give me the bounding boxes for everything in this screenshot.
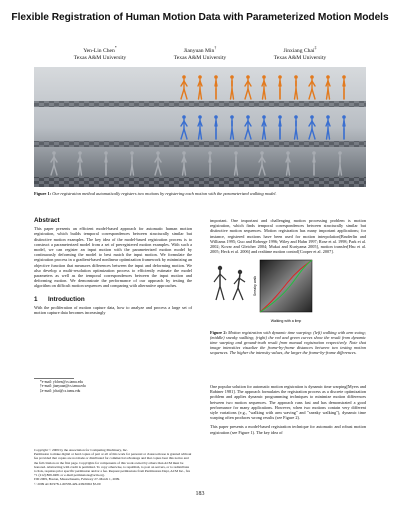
paragraph: important. One important and challenging motion processing problem is motion registration, which finds temporal correspondences between structurally similar but distinctive motion sequences. Motion registration has many important applications; for instance, registered motions have been used for motion interpolation[Bruderlin and Williams 1995; Guo and Roberge 1996; Wiley and Hahn 1997; Rose et al. 1998; Park et al. 2002; Kovar and Gleicher 2004; Mukai and Kuriyama 2005], motion transfer[Hsu et al. 2005; Heck et al. 2006] and realtime motion control[Cooper et al. 2007]. [210,218,366,255]
page-number: 183 [195,491,205,497]
author-3: Jinxiang Chai‡ Texas A&M University [273,45,327,61]
intro-text: With the proliferation of motion capture data, how to analyze and process a large set of motion capture data becomes increasingly [34,304,192,316]
copyright-block [34,448,192,486]
teaser-figure [34,67,366,187]
author-name: Yen-Lin Chen [83,47,115,54]
figure-2-y-axis-label: Sneaky walk [253,275,257,297]
figure-2-x-axis-label: Walking with a limp [270,319,302,323]
footnote: ‡e-mail: jchai@cs.tamu.edu [40,388,81,393]
figure-1-caption [34,191,366,196]
author-affiliation: Texas A&M University [273,54,327,61]
author-name: Jianyuan Min [183,47,215,54]
footnote: *e-mail: ylchen@cs.tamu.edu [40,380,83,384]
author-name: Jinxiang Chai [283,47,315,54]
intro-heading: 1 Introduction [34,295,85,303]
copyright-permission: Permission to make digital or hard copies of part or all of this work for personal or classroom use is granted without fee provided that copies are not made or distributed for commercial advantage and that copies bear this notice and the full citation on the first page. Copyrights for components of this work owned by others than ACM must be honored. Abstracting with credit is permitted. To copy otherwise, to republish, to post on servers, or to redistribute to lists, requires prior specific permission and/or a fee. Request permissions from Permissions Dept, ACM Inc., fax +1 (212) 869-0481 or e-mail permissions@acm.org. [34,452,192,478]
paragraph: This paper presents a model-based registration technique for automatic and robust motion registration (see Figure 1). The key idea of [210,424,366,435]
figure-caption-text: Motion registration with dynamic time warping: (left) walking with arm swing; (middle) sneaky walking; (right) the red and green curves show the result from dynamic time warping and ground-truth result from manual registration respectively. Note that image intensities visualize the frame-by-frame distances between two testing motion sequences. The higher the intensity values, the larger the frame-by-frame differences. [210,330,366,356]
distance-matrix [260,260,312,312]
figure-2 [210,256,320,326]
figure-label: Figure 1: [34,191,52,196]
figure-2-illustration [210,256,320,326]
figure-caption-text: Our registration method automatically registers two motions by registering each motion with the parameterized walking model. [52,191,277,196]
isbn-line: © 2009 ACM 978-1-60558-429-4/09/0002 $5.00 [34,481,101,486]
copyright-line: Copyright © 2009 by the Association for Computing Machinery, Inc. [34,448,128,452]
paper-title: Flexible Registration of Human Motion Data with Parameterized Motion Models [11,12,389,23]
author-1: Yen-Lin Chen* Texas A&M University [73,45,127,61]
abstract-text: This paper presents an efficient model-based approach for automatic human motion registration, which builds temporal correspondences between structurally similar but distinctive motion examples. The key idea of the model-based registration process is to construct a parameterized model from a set of preregistered motion examples. With such a model, we can register an input motion with the parameterized motion model by continuously deforming the model to best match the input motion. We formulate the registration process in a gradient-based nonlinear optimization framework by minimizing an objective function that measures differences between the input and deforming motion. We also develop a multi-resolution optimization process to efficiently estimate the model parameters as well as the temporal correspondences between the input motion and deforming motion. We demonstrate the performance of our approach by testing the algorithm on difficult motion sequences and comparing with alternative approaches. [34,226,192,289]
footnote: †e-mail: jianyuan@cs.tamu.edu [40,384,86,389]
figure-label: Figure 2: [210,330,227,335]
right-column-bottom [210,384,366,438]
footnotes [40,380,190,393]
conference-line: I3D 2009, Boston, Massachusetts, February 27–March 1, 2009. [34,477,121,482]
author-affiliation: Texas A&M University [73,54,127,61]
right-column-top [210,218,366,257]
abstract-heading: Abstract [34,217,60,224]
author-2: Jianyuan Min† Texas A&M University [173,45,227,61]
author-affiliation: Texas A&M University [173,54,227,61]
paragraph: One popular solution for automatic motion registration is dynamic time warping[Myers and Rabiner 1981]. The approach formulates the registration process as a discrete optimization problem and applies dynamic programming techniques to minimize motion differences between two motion sequences. The approach runs fast and has demonstrated a good performance for many applications. However, when two motions contain very different style variations (e.g., "walking with arm waving" and "sneaky walking"), dynamic time warping often produces wrong results (see Figure 2). [210,384,366,421]
footnote-rule [34,378,74,379]
left-column [34,218,192,318]
figure-2-caption [210,330,366,355]
teaser-illustration [34,67,366,187]
